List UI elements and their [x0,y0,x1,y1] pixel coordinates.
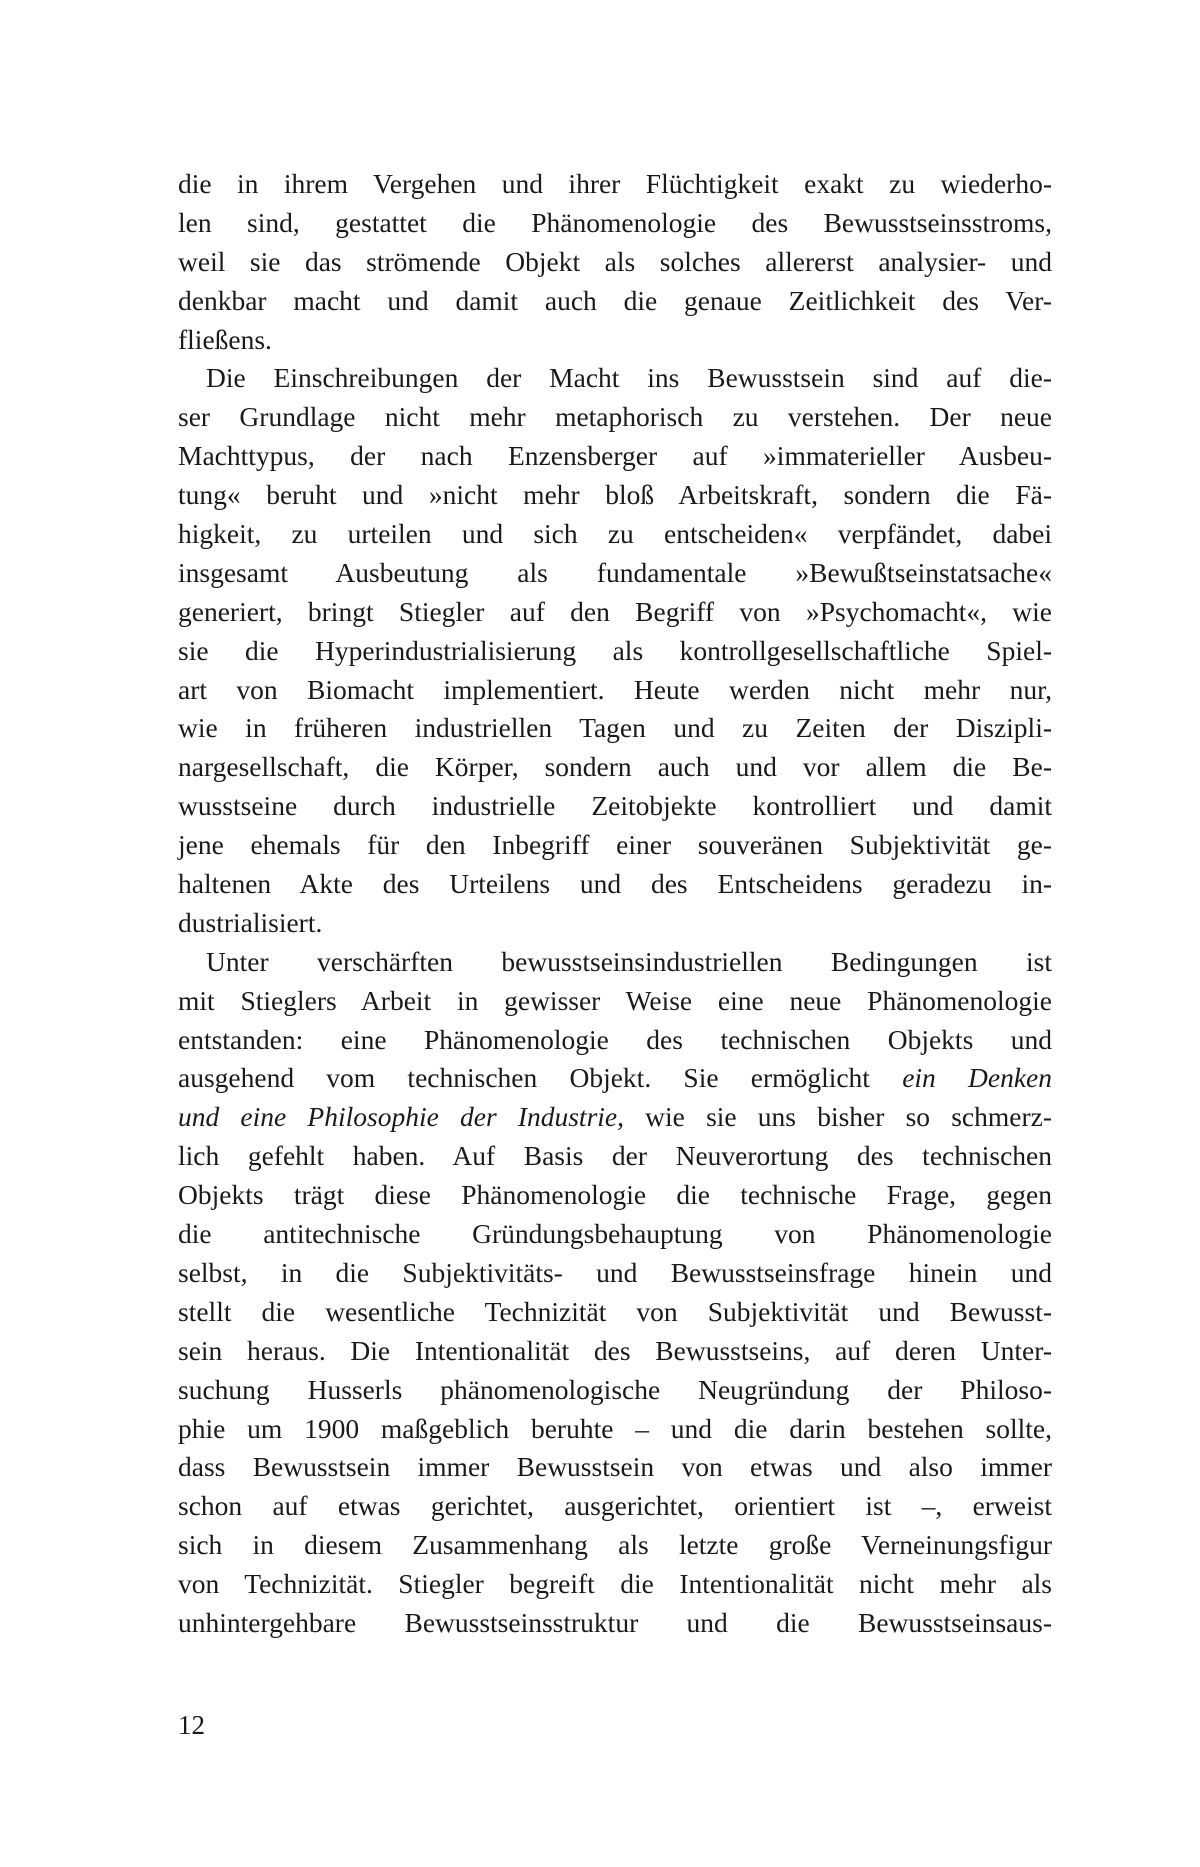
text-line: insgesamt Ausbeutung als fundamentale »Bewußtseinstatsache« [178,556,1052,588]
text-line: Unter verschärften bewusstseinsindustriellen Bedingungen ist [206,945,1052,977]
text-line: dass Bewusstsein immer Bewusstsein von etwas und also immer [178,1451,1052,1483]
text-line: jene ehemals für den Inbegriff einer souveränen Subjektivität ge- [178,829,1052,861]
text-line: Die Einschreibungen der Macht ins Bewusstsein sind auf die- [206,362,1052,394]
text-line: denkbar macht und damit auch die genaue Zeitlichkeit des Ver- [178,284,1052,316]
text-line: die in ihrem Vergehen und ihrer Flüchtigkeit exakt zu wiederho- [178,168,1052,199]
text-line: fließens. [178,323,272,355]
text-line [178,1098,1052,1137]
text-line: art von Biomacht implementiert. Heute werden nicht mehr nur, [178,673,1052,705]
italic-emphasis: ein Denken [902,1062,1052,1094]
text-line: tung« beruht und »nicht mehr bloß Arbeitskraft, sondern die Fä- [178,479,1052,511]
text-span: wie sie uns bisher so schmerz- [624,1101,1052,1133]
text-line: mit Stieglers Arbeit in gewisser Weise eine neue Phänomenologie [178,984,1052,1016]
text-line: wusstseine durch industrielle Zeitobjekte kontrolliert und damit [178,790,1052,822]
text-line: suchung Husserls phänomenologische Neugründung der Philoso- [178,1373,1052,1405]
text-line: len sind, gestattet die Phänomenologie des Bewusstseinsstroms, [178,206,1052,238]
text-line: haltenen Akte des Urteilens und des Entscheidens geradezu in- [178,868,1052,900]
text-line: higkeit, zu urteilen und sich zu entscheiden« verpfändet, dabei [178,518,1052,550]
text-line: weil sie das strömende Objekt als solches allererst analysier- und [178,245,1052,277]
text-line: sie die Hyperindustrialisierung als kontrollgesellschaftliche Spiel- [178,634,1052,666]
text-line: entstanden: eine Phänomenologie des technischen Objekts und [178,1023,1052,1055]
text-line: unhintergehbare Bewusstseinsstruktur und die Bewusstseinsaus- [178,1606,1052,1638]
text-line: selbst, in die Subjektivitäts- und Bewusstseinsfrage hinein und [178,1256,1052,1288]
text-line: von Technizität. Stiegler begreift die Intentionalität nicht mehr als [178,1568,1052,1600]
text-line: Objekts trägt diese Phänomenologie die technische Frage, gegen [178,1179,1052,1211]
text-line: sein heraus. Die Intentionalität des Bewusstseins, auf deren Unter- [178,1334,1052,1366]
page-number: 12 [178,1710,205,1740]
text-line: generiert, bringt Stiegler auf den Begriff von »Psychomacht«, wie [178,595,1052,627]
text-span: ausgehend vom technischen Objekt. Sie ermöglicht [178,1062,903,1094]
text-line: sich in diesem Zusammenhang als letzte große Verneinungsfigur [178,1529,1052,1561]
text-line: lich gefehlt haben. Auf Basis der Neuverortung des technischen [178,1140,1052,1172]
text-line: die antitechnische Gründungsbehauptung von Phänomenologie [178,1218,1052,1250]
text-line: ser Grundlage nicht mehr metaphorisch zu verstehen. Der neue [178,401,1052,433]
text-line [178,1059,1052,1098]
text-line: Machttypus, der nach Enzensberger auf »immaterieller Ausbeu- [178,440,1052,472]
text-line: stellt die wesentliche Technizität von Subjektivität und Bewusst- [178,1295,1052,1327]
text-line: dustrialisiert. [178,906,323,938]
text-line: wie in früheren industriellen Tagen und zu Zeiten der Diszipli- [178,712,1052,744]
body-text [178,165,1052,1643]
text-line: nargesellschaft, die Körper, sondern auch und vor allem die Be- [178,751,1052,783]
italic-emphasis: und eine Philosophie der Industrie, [178,1101,624,1133]
text-line: phie um 1900 maßgeblich beruhte – und die darin bestehen sollte, [178,1412,1052,1444]
text-line: schon auf etwas gerichtet, ausgerichtet, orientiert ist –, erweist [178,1490,1052,1522]
